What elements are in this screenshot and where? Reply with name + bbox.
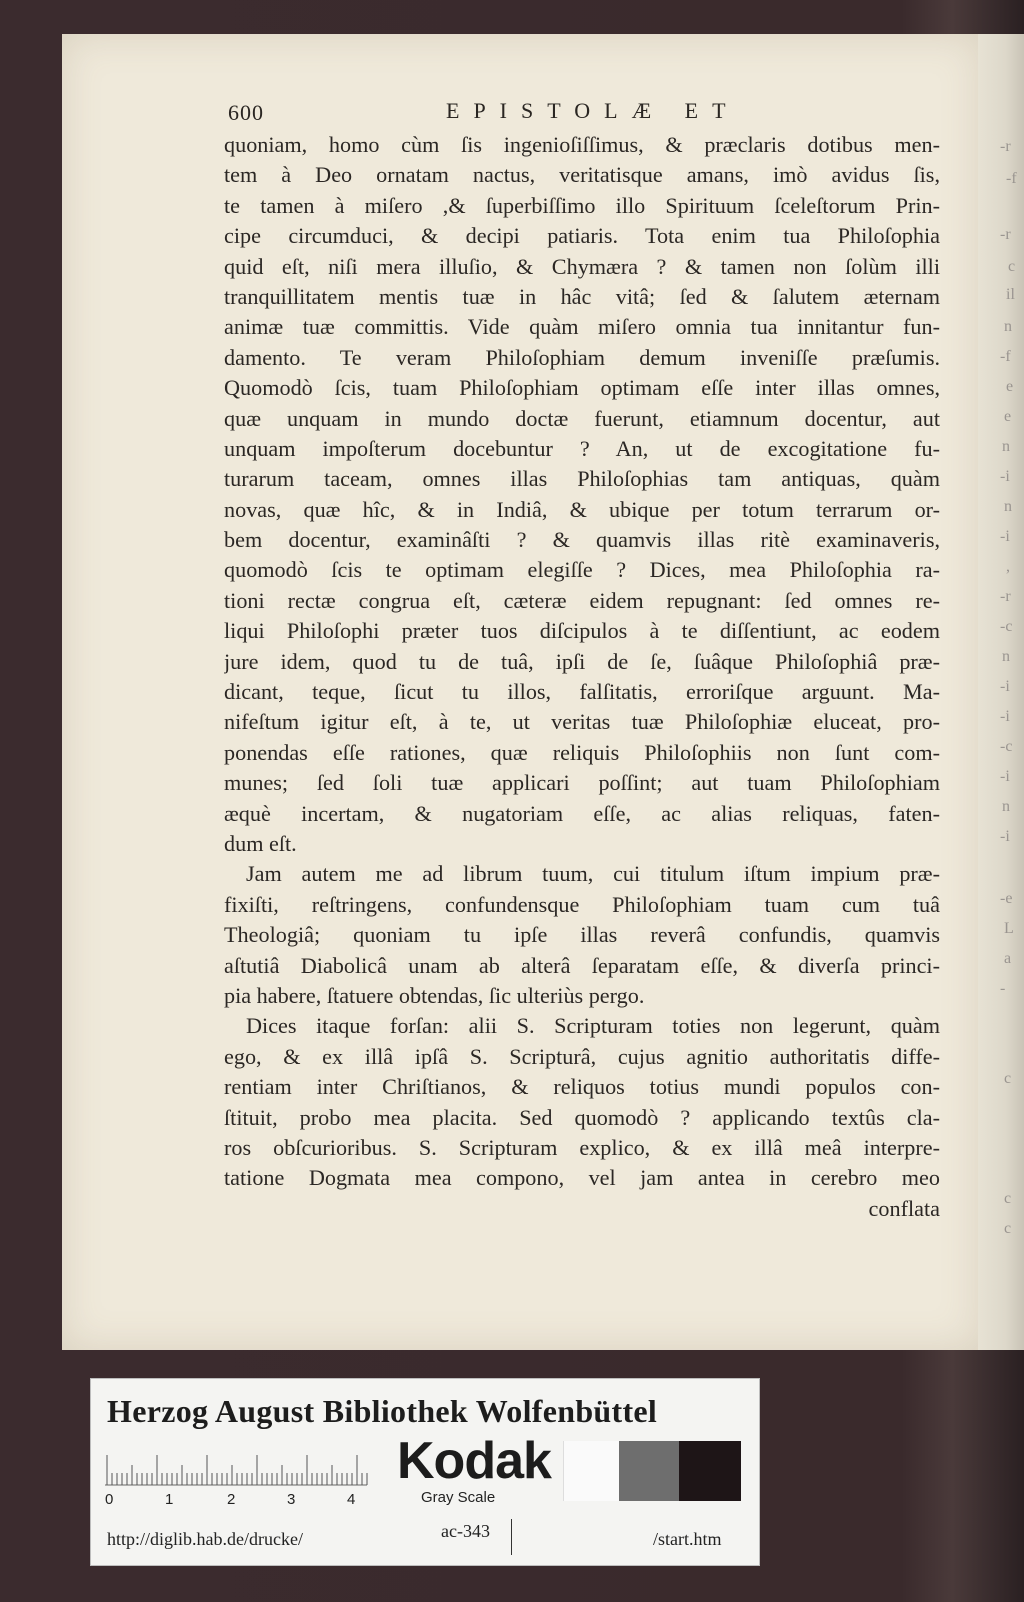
text-line: Dices itaque forſan: alii S. Scripturam toties non legerunt, quàm: [246, 1013, 940, 1039]
text-line: te tamen à miſero ,& ſuperbiſſimo illo Spirituum ſceleſtorum Prin-: [224, 192, 940, 218]
running-title: EPISTOLÆ ET: [446, 98, 740, 123]
text-line: pia habere, ſtatuere obtendas, ſic ulteriùs pergo.: [224, 982, 645, 1008]
text-line: ſtituit, probo mea placita. Sed quomodò ? applicando textûs cla-: [224, 1104, 940, 1130]
gray-patch-dark: [679, 1441, 741, 1501]
text-line: quoniam, homo cùm ſis ingenioſiſſimus, & præclaris dotibus men-: [224, 132, 940, 157]
ruler-scale: [105, 1445, 375, 1489]
text-line: ponendas eſſe rationes, quæ reliquis Philoſophiis non ſunt com-: [224, 739, 940, 765]
start-page-url: /start.htm: [653, 1529, 722, 1549]
library-color-card: [90, 1378, 760, 1566]
text-line: liqui Philoſophi præter tuos diſcipulos à te diſſentiunt, ac eodem: [224, 618, 940, 644]
text-line: dum eſt.: [224, 830, 297, 856]
digital-library-url: http://diglib.hab.de/drucke/: [107, 1529, 303, 1549]
gray-patch-mid: [619, 1441, 679, 1501]
ruler-number: 0: [105, 1491, 114, 1508]
kodak-logo: Kodak: [397, 1432, 551, 1490]
body-text: [224, 130, 940, 1224]
text-line: animæ tuæ committis. Vide quàm miſero omnia tua innitantur fun-: [224, 314, 940, 340]
text-line: tioni rectæ congrua eſt, cæteræ eidem repugnant: ſed omnes re-: [224, 587, 940, 613]
shelfmark: ac-343: [441, 1521, 490, 1541]
text-line: quomodò ſcis te optimam elegiſſe ? Dices, mea Philoſophia ra-: [224, 557, 940, 583]
ruler-number: 1: [165, 1491, 174, 1508]
gray-patch-white: [563, 1441, 620, 1501]
text-line: aſtutiâ Diabolicâ unam ab alterâ ſeparatam eſſe, & diverſa princi-: [224, 952, 940, 978]
ruler-number: 3: [287, 1491, 296, 1508]
text-line: cipe circumduci, & decipi patiaris. Tota enim tua Philoſophia: [224, 223, 940, 249]
text-line: ego, & ex illâ ipſâ S. Scripturâ, cujus agnitio authoritatis diffe-: [224, 1043, 940, 1069]
ruler-number: 2: [227, 1491, 236, 1508]
text-line: quæ unquam in mundo doctæ fuerunt, etiamnum docentur, aut: [224, 405, 940, 431]
running-head: [228, 98, 948, 128]
text-line: ros obſcurioribus. S. Scripturam explico, & ex illâ meâ interpre-: [224, 1134, 940, 1160]
text-line: fixiſti, reſtringens, confundensque Philoſophiam tuam cum tuâ: [224, 891, 940, 917]
text-line: Quomodò ſcis, tuam Philoſophiam optimam eſſe inter illas omnes,: [224, 375, 940, 401]
text-line: nifeſtum igitur eſt, à te, ut veritas tuæ Philoſophiæ eluceat, pro-: [224, 709, 940, 735]
text-line: tem à Deo ornatam nactus, veritatisque amans, imò avidus ſis,: [224, 162, 940, 188]
text-line: rentiam inter Chriſtianos, & reliquos totius mundi populos con-: [224, 1074, 940, 1100]
text-line: bem docentur, examinâſti ? & quamvis illas ritè examinaveris,: [224, 527, 940, 553]
library-name: Herzog August Bibliothek Wolfenbüttel: [107, 1393, 658, 1429]
page-number: 600: [228, 100, 264, 125]
text-line: dicant, teque, ſicut tu illos, falſitatis, erroriſque arguunt. Ma-: [224, 679, 940, 705]
ruler-number: 4: [347, 1491, 356, 1508]
gray-scale-label: Gray Scale: [421, 1489, 496, 1506]
text-line: Theologiâ; quoniam tu ipſe illas reverâ confundis, quamvis: [224, 922, 940, 948]
text-line: unquam impoſterum docebuntur ? An, ut de excogitatione fu-: [224, 435, 940, 461]
text-line: Jam autem me ad librum tuum, cui titulum iſtum impium præ-: [246, 861, 940, 887]
text-line: tatione Dogmata mea compono, vel jam antea in cerebro meo: [224, 1165, 940, 1191]
text-line: æquè incertam, & nugatoriam eſſe, ac alias reliquas, faten-: [224, 800, 940, 826]
next-page-edge: -r -f -r c il n -f e e n -i n -i , -r -c n -i -i -c -i n -i -e L a - c c c: [978, 34, 1024, 1350]
text-line: jure idem, quod tu de tuâ, ipſi de ſe, ſuâque Philoſophiâ præ-: [224, 648, 940, 674]
text-line: turarum taceam, omnes illas Philoſophias tam antiquas, quàm: [224, 466, 940, 492]
text-line: damento. Te veram Philoſophiam demum inveniſſe præſumis.: [224, 344, 940, 370]
divider: [511, 1519, 512, 1555]
text-line: munes; ſed ſoli tuæ applicari poſſint; aut tuam Philoſophiam: [224, 770, 940, 796]
text-line: tranquillitatem mentis tuæ in hâc vitâ; ſed & ſalutem æternam: [224, 283, 940, 309]
text-line: quid eſt, niſi mera illuſio, & Chymæra ? & tamen non ſolùm illi: [224, 253, 940, 279]
text-line: novas, quæ hîc, & in Indiâ, & ubique per totum terrarum or-: [224, 496, 940, 522]
catchword: conflata: [868, 1195, 940, 1221]
